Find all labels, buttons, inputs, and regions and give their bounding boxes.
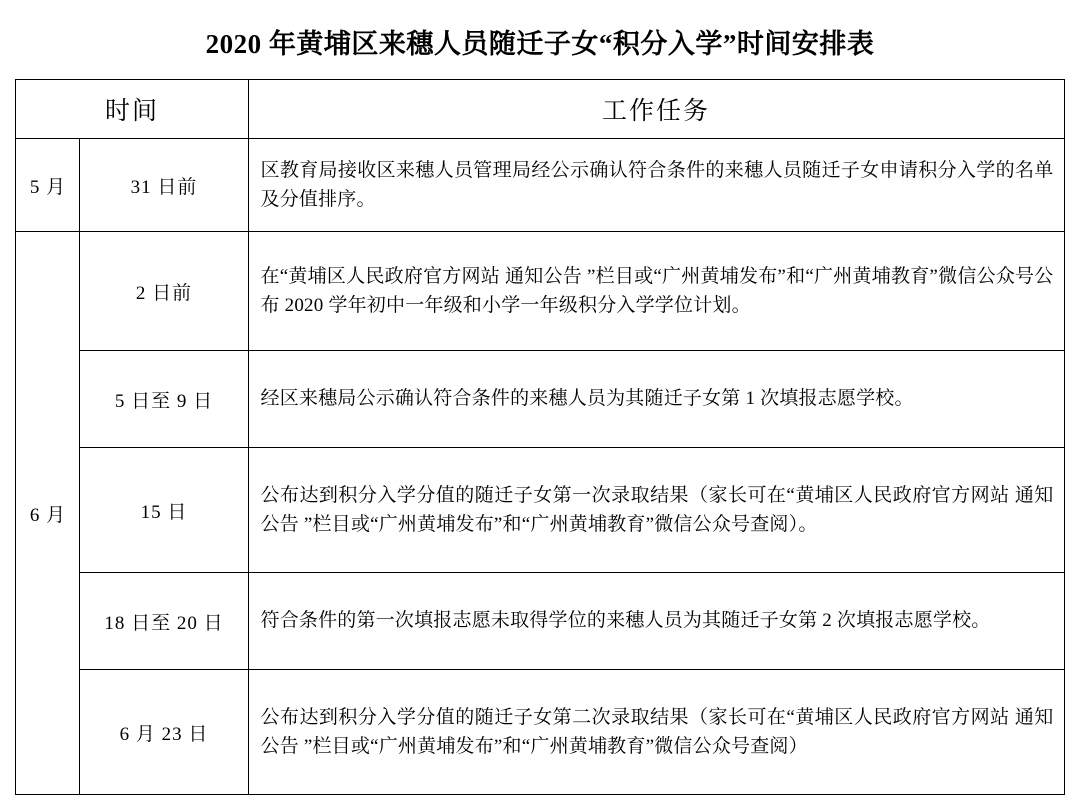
table-row	[16, 351, 1064, 448]
day-cell: 5 日至 9 日	[80, 351, 248, 448]
task-cell: 公布达到积分入学分值的随迁子女第二次录取结果（家长可在“黄埔区人民政府官方网站 通知公告 ”栏目或“广州黄埔发布”和“广州黄埔教育”微信公众号查阅）	[248, 670, 1064, 795]
table-row	[16, 448, 1064, 573]
table-row	[16, 139, 1064, 232]
page-title: 2020 年黄埔区来穗人员随迁子女“积分入学”时间安排表	[205, 29, 875, 59]
column-header-time: 时间	[16, 80, 248, 139]
schedule-table	[15, 79, 1064, 795]
table-header	[16, 80, 1064, 139]
table-header-row	[16, 80, 1064, 139]
day-cell: 6 月 23 日	[80, 670, 248, 795]
table-row	[16, 232, 1064, 351]
month-cell-may: 5 月	[16, 139, 80, 232]
task-cell: 公布达到积分入学分值的随迁子女第一次录取结果（家长可在“黄埔区人民政府官方网站 通知公告 ”栏目或“广州黄埔发布”和“广州黄埔教育”微信公众号查阅）。	[248, 448, 1064, 573]
task-cell: 符合条件的第一次填报志愿未取得学位的来穗人员为其随迁子女第 2 次填报志愿学校。	[248, 573, 1064, 670]
day-cell: 31 日前	[80, 139, 248, 232]
day-cell: 18 日至 20 日	[80, 573, 248, 670]
day-cell: 15 日	[80, 448, 248, 573]
table-body	[16, 139, 1064, 795]
table-row	[16, 670, 1064, 795]
month-cell-june: 6 月	[16, 232, 80, 795]
task-cell: 经区来穗局公示确认符合条件的来穗人员为其随迁子女第 1 次填报志愿学校。	[248, 351, 1064, 448]
task-cell: 区教育局接收区来穗人员管理局经公示确认符合条件的来穗人员随迁子女申请积分入学的名单及分值排序。	[248, 139, 1064, 232]
task-cell: 在“黄埔区人民政府官方网站 通知公告 ”栏目或“广州黄埔发布”和“广州黄埔教育”微信公众号公布 2020 学年初中一年级和小学一年级积分入学学位计划。	[248, 232, 1064, 351]
column-header-task: 工作任务	[248, 80, 1064, 139]
day-cell: 2 日前	[80, 232, 248, 351]
table-row	[16, 573, 1064, 670]
